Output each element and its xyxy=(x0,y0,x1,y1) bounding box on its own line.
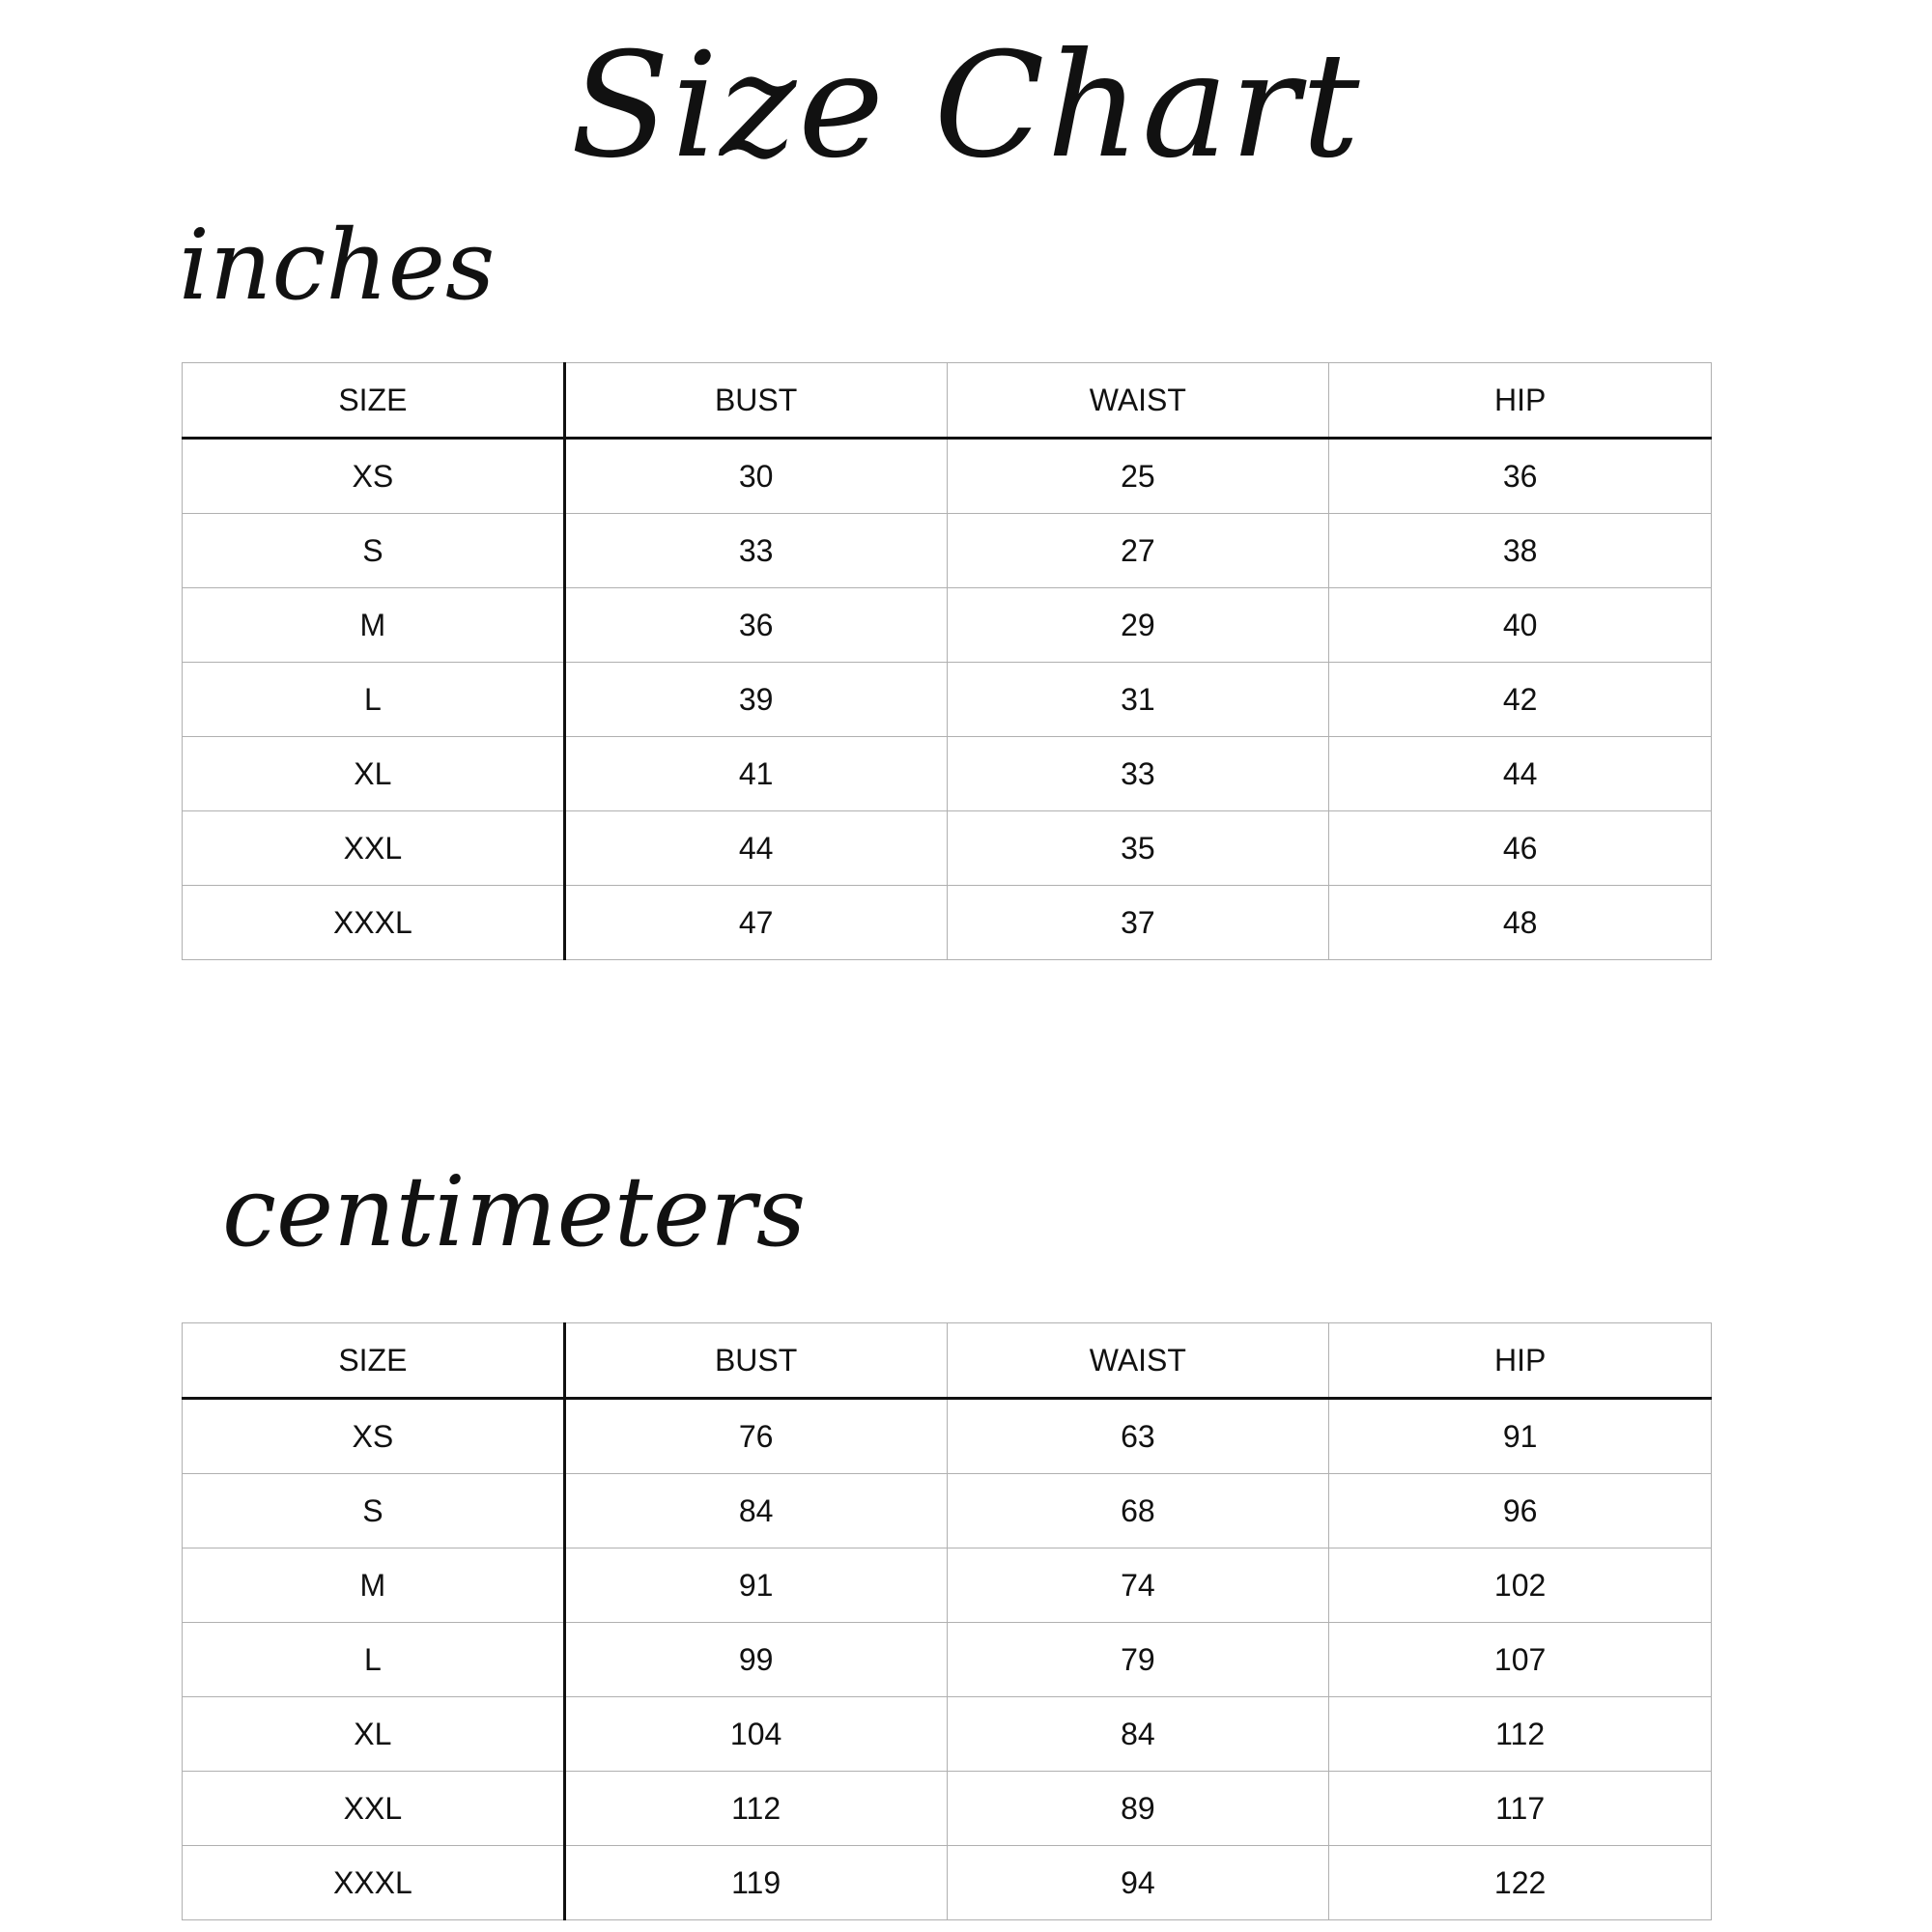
bust-cell: 112 xyxy=(564,1772,947,1846)
size-cell: XXL xyxy=(183,1772,565,1846)
size-cell: L xyxy=(183,1623,565,1697)
bust-cell: 41 xyxy=(564,737,947,811)
size-cell: XXXL xyxy=(183,1846,565,1920)
table-row xyxy=(183,588,1712,663)
bust-cell: 84 xyxy=(564,1474,947,1548)
size-cell: XS xyxy=(183,1399,565,1474)
waist-cell: 27 xyxy=(947,514,1329,588)
table-header-row xyxy=(183,363,1712,439)
table-row xyxy=(183,737,1712,811)
table-row xyxy=(183,1772,1712,1846)
waist-cell: 68 xyxy=(947,1474,1329,1548)
waist-cell: 74 xyxy=(947,1548,1329,1623)
size-cell: XL xyxy=(183,737,565,811)
table-row xyxy=(183,1399,1712,1474)
column-header-waist: WAIST xyxy=(947,1323,1329,1399)
bust-cell: 36 xyxy=(564,588,947,663)
waist-cell: 35 xyxy=(947,811,1329,886)
table-row xyxy=(183,886,1712,960)
bust-cell: 76 xyxy=(564,1399,947,1474)
table-row xyxy=(183,1697,1712,1772)
waist-cell: 94 xyxy=(947,1846,1329,1920)
centimeters-heading: centimeters xyxy=(222,1155,807,1268)
waist-cell: 63 xyxy=(947,1399,1329,1474)
waist-cell: 84 xyxy=(947,1697,1329,1772)
table-row xyxy=(183,811,1712,886)
bust-cell: 30 xyxy=(564,439,947,514)
bust-cell: 104 xyxy=(564,1697,947,1772)
waist-cell: 89 xyxy=(947,1772,1329,1846)
hip-cell: 102 xyxy=(1329,1548,1712,1623)
hip-cell: 46 xyxy=(1329,811,1712,886)
bust-cell: 47 xyxy=(564,886,947,960)
hip-cell: 36 xyxy=(1329,439,1712,514)
column-header-waist: WAIST xyxy=(947,363,1329,439)
table-row xyxy=(183,1548,1712,1623)
bust-cell: 91 xyxy=(564,1548,947,1623)
waist-cell: 79 xyxy=(947,1623,1329,1697)
size-cell: M xyxy=(183,588,565,663)
column-header-bust: BUST xyxy=(564,1323,947,1399)
waist-cell: 29 xyxy=(947,588,1329,663)
bust-cell: 44 xyxy=(564,811,947,886)
size-cell: XS xyxy=(183,439,565,514)
table-row xyxy=(183,1846,1712,1920)
inches-size-table xyxy=(182,362,1712,960)
inches-heading: inches xyxy=(179,209,496,322)
column-header-hip: HIP xyxy=(1329,363,1712,439)
hip-cell: 122 xyxy=(1329,1846,1712,1920)
bust-cell: 119 xyxy=(564,1846,947,1920)
table-row xyxy=(183,663,1712,737)
hip-cell: 44 xyxy=(1329,737,1712,811)
bust-cell: 39 xyxy=(564,663,947,737)
size-cell: XXL xyxy=(183,811,565,886)
hip-cell: 112 xyxy=(1329,1697,1712,1772)
centimeters-size-table xyxy=(182,1322,1712,1920)
table-row xyxy=(183,439,1712,514)
column-header-hip: HIP xyxy=(1329,1323,1712,1399)
size-cell: M xyxy=(183,1548,565,1623)
page-title: Size Chart xyxy=(570,22,1362,190)
hip-cell: 42 xyxy=(1329,663,1712,737)
hip-cell: 38 xyxy=(1329,514,1712,588)
table-row xyxy=(183,1623,1712,1697)
size-cell: XL xyxy=(183,1697,565,1772)
hip-cell: 96 xyxy=(1329,1474,1712,1548)
size-cell: L xyxy=(183,663,565,737)
hip-cell: 40 xyxy=(1329,588,1712,663)
table-header-row xyxy=(183,1323,1712,1399)
waist-cell: 31 xyxy=(947,663,1329,737)
bust-cell: 99 xyxy=(564,1623,947,1697)
waist-cell: 33 xyxy=(947,737,1329,811)
waist-cell: 37 xyxy=(947,886,1329,960)
size-cell: S xyxy=(183,1474,565,1548)
size-cell: XXXL xyxy=(183,886,565,960)
hip-cell: 48 xyxy=(1329,886,1712,960)
hip-cell: 91 xyxy=(1329,1399,1712,1474)
size-cell: S xyxy=(183,514,565,588)
table-row xyxy=(183,1474,1712,1548)
bust-cell: 33 xyxy=(564,514,947,588)
hip-cell: 107 xyxy=(1329,1623,1712,1697)
waist-cell: 25 xyxy=(947,439,1329,514)
column-header-size: SIZE xyxy=(183,363,565,439)
hip-cell: 117 xyxy=(1329,1772,1712,1846)
column-header-size: SIZE xyxy=(183,1323,565,1399)
table-row xyxy=(183,514,1712,588)
column-header-bust: BUST xyxy=(564,363,947,439)
